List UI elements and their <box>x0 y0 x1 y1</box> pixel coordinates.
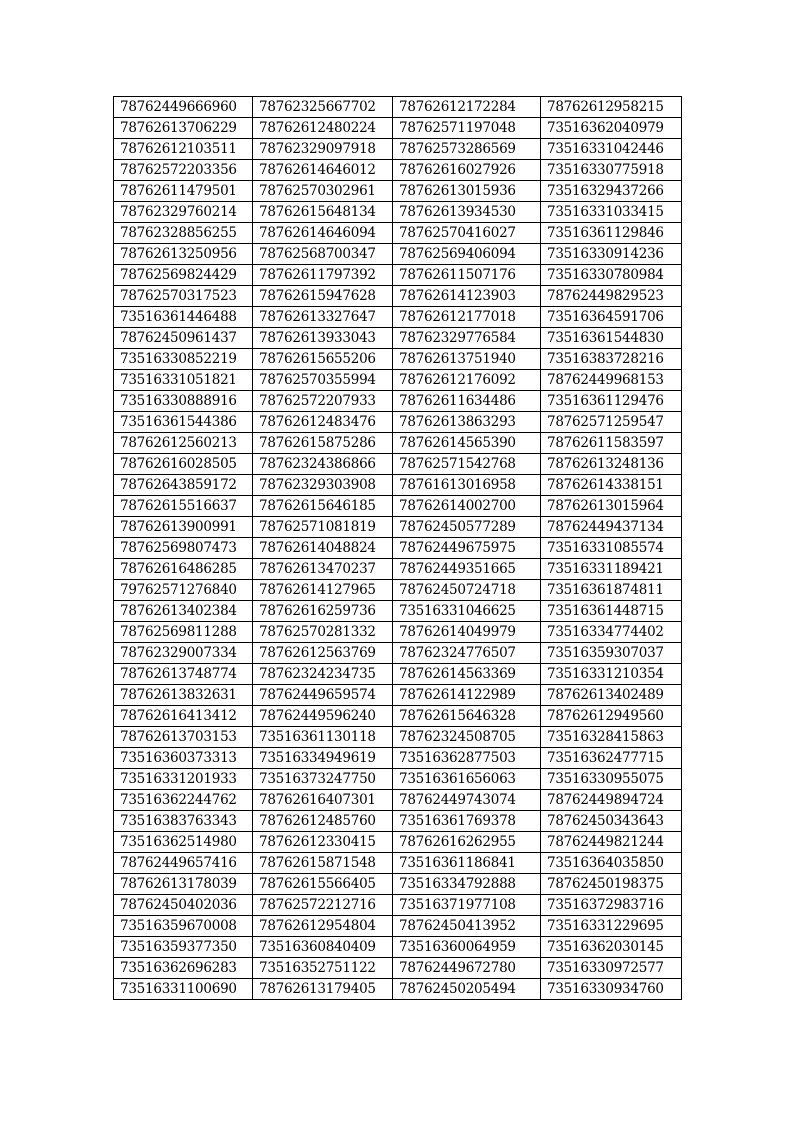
table-cell: 73516362477715 <box>541 748 682 769</box>
table-cell: 78762616413412 <box>114 706 253 727</box>
table-row <box>114 139 682 160</box>
table-cell: 78762613015936 <box>393 181 541 202</box>
table-row <box>114 181 682 202</box>
table-cell: 73516330775918 <box>541 160 682 181</box>
table-cell: 78762613015964 <box>541 496 682 517</box>
table-cell: 78762613832631 <box>114 685 253 706</box>
table-cell: 78762614565390 <box>393 433 541 454</box>
table-cell: 73516361544386 <box>114 412 253 433</box>
table-cell: 78762449829523 <box>541 286 682 307</box>
table-cell: 78762614127965 <box>253 580 393 601</box>
table-cell: 73516331100690 <box>114 979 253 1000</box>
table-cell: 78762643859172 <box>114 475 253 496</box>
table-cell: 78762450343643 <box>541 811 682 832</box>
table-cell: 73516373247750 <box>253 769 393 790</box>
table-cell: 78762612177018 <box>393 307 541 328</box>
table-cell: 73516361446488 <box>114 307 253 328</box>
table-row <box>114 349 682 370</box>
table-cell: 78762614122989 <box>393 685 541 706</box>
table-cell: 78762573286569 <box>393 139 541 160</box>
table-cell: 78762612563769 <box>253 643 393 664</box>
table-cell: 73516361874811 <box>541 580 682 601</box>
table-body <box>114 97 682 1000</box>
table-cell: 73516362877503 <box>393 748 541 769</box>
table-cell: 78762613248136 <box>541 454 682 475</box>
table-cell: 73516364591706 <box>541 307 682 328</box>
table-cell: 78762612172284 <box>393 97 541 118</box>
table-cell: 73516361129846 <box>541 223 682 244</box>
table-cell: 78762616259736 <box>253 601 393 622</box>
table-cell: 73516330888916 <box>114 391 253 412</box>
table-row <box>114 979 682 1000</box>
table-row <box>114 370 682 391</box>
table-cell: 78762613327647 <box>253 307 393 328</box>
table-cell: 78762612330415 <box>253 832 393 853</box>
table-cell: 73516331051821 <box>114 370 253 391</box>
table-row <box>114 727 682 748</box>
table-cell: 78762616486285 <box>114 559 253 580</box>
table-cell: 78762613178039 <box>114 874 253 895</box>
table-row <box>114 328 682 349</box>
table-cell: 73516383763343 <box>114 811 253 832</box>
table-cell: 78762329760214 <box>114 202 253 223</box>
table-cell: 78762572207933 <box>253 391 393 412</box>
table-cell: 78762611583597 <box>541 433 682 454</box>
table-cell: 73516331033415 <box>541 202 682 223</box>
table-cell: 78762449437134 <box>541 517 682 538</box>
table-cell: 78762612949560 <box>541 706 682 727</box>
table-row <box>114 244 682 265</box>
table-cell: 73516330780984 <box>541 265 682 286</box>
table-cell: 78762450724718 <box>393 580 541 601</box>
table-cell: 78762612485760 <box>253 811 393 832</box>
table-cell: 73516331210354 <box>541 664 682 685</box>
table-row <box>114 937 682 958</box>
table-cell: 73516359670008 <box>114 916 253 937</box>
table-cell: 78762611507176 <box>393 265 541 286</box>
table-row <box>114 748 682 769</box>
table-cell: 78762450205494 <box>393 979 541 1000</box>
table-cell: 73516330852219 <box>114 349 253 370</box>
table-cell: 78762614646012 <box>253 160 393 181</box>
table-cell: 78762449675975 <box>393 538 541 559</box>
table-row <box>114 580 682 601</box>
table-cell: 78762324386866 <box>253 454 393 475</box>
table-row <box>114 895 682 916</box>
table-cell: 73516362514980 <box>114 832 253 853</box>
table-cell: 78762614338151 <box>541 475 682 496</box>
table-cell: 73516383728216 <box>541 349 682 370</box>
table-row <box>114 517 682 538</box>
table-cell: 78762329097918 <box>253 139 393 160</box>
table-cell: 73516371977108 <box>393 895 541 916</box>
table-row <box>114 307 682 328</box>
table-cell: 73516362244762 <box>114 790 253 811</box>
table-row <box>114 601 682 622</box>
table-cell: 73516372983716 <box>541 895 682 916</box>
table-cell: 78762325667702 <box>253 97 393 118</box>
table-cell: 78762612480224 <box>253 118 393 139</box>
table-cell: 78762571197048 <box>393 118 541 139</box>
table-row <box>114 664 682 685</box>
table-cell: 78762449821244 <box>541 832 682 853</box>
table-cell: 78762611634486 <box>393 391 541 412</box>
table-cell: 78762569824429 <box>114 265 253 286</box>
table-row <box>114 538 682 559</box>
table-row <box>114 790 682 811</box>
table-row <box>114 202 682 223</box>
table-cell: 78762449743074 <box>393 790 541 811</box>
table-cell: 78762449894724 <box>541 790 682 811</box>
table-cell: 78762449666960 <box>114 97 253 118</box>
table-cell: 73516334792888 <box>393 874 541 895</box>
table-cell: 73516330955075 <box>541 769 682 790</box>
table-cell: 73516361129476 <box>541 391 682 412</box>
table-cell: 73516360373313 <box>114 748 253 769</box>
table-cell: 78762616027926 <box>393 160 541 181</box>
table-cell: 78762613402384 <box>114 601 253 622</box>
table-cell: 73516352751122 <box>253 958 393 979</box>
table-cell: 73516330972577 <box>541 958 682 979</box>
table-cell: 78762324776507 <box>393 643 541 664</box>
table-cell: 78762615871548 <box>253 853 393 874</box>
table-row <box>114 265 682 286</box>
table-cell: 73516361769378 <box>393 811 541 832</box>
table-cell: 78762570281332 <box>253 622 393 643</box>
table-cell: 78762614002700 <box>393 496 541 517</box>
table-cell: 78762570302961 <box>253 181 393 202</box>
table-cell: 78762324508705 <box>393 727 541 748</box>
number-table <box>113 96 682 1000</box>
table-row <box>114 97 682 118</box>
table-cell: 78762328856255 <box>114 223 253 244</box>
table-cell: 78762614049979 <box>393 622 541 643</box>
table-cell: 78762613933043 <box>253 328 393 349</box>
table-row <box>114 223 682 244</box>
table-cell: 73516331046625 <box>393 601 541 622</box>
table-cell: 78762613250956 <box>114 244 253 265</box>
table-cell: 78762613863293 <box>393 412 541 433</box>
table-cell: 73516364035850 <box>541 853 682 874</box>
table-cell: 78762449672780 <box>393 958 541 979</box>
table-cell: 78762613934530 <box>393 202 541 223</box>
table-row <box>114 811 682 832</box>
table-cell: 73516329437266 <box>541 181 682 202</box>
table-cell: 78762450961437 <box>114 328 253 349</box>
table-row <box>114 118 682 139</box>
table-cell: 78762449596240 <box>253 706 393 727</box>
table-cell: 78762615655206 <box>253 349 393 370</box>
table-cell: 73516334949619 <box>253 748 393 769</box>
table-cell: 78762568700347 <box>253 244 393 265</box>
table-row <box>114 160 682 181</box>
table-cell: 78762572212716 <box>253 895 393 916</box>
table-row <box>114 559 682 580</box>
table-cell: 78762450198375 <box>541 874 682 895</box>
table-cell: 73516330914236 <box>541 244 682 265</box>
table-cell: 78762611479501 <box>114 181 253 202</box>
table-cell: 78762449657416 <box>114 853 253 874</box>
table-cell: 73516361544830 <box>541 328 682 349</box>
table-cell: 78762449351665 <box>393 559 541 580</box>
table-cell: 78762613179405 <box>253 979 393 1000</box>
table-cell: 78762613751940 <box>393 349 541 370</box>
table-cell: 78762449659574 <box>253 685 393 706</box>
table-cell: 78762612483476 <box>253 412 393 433</box>
table-cell: 78762613703153 <box>114 727 253 748</box>
table-cell: 78762569811288 <box>114 622 253 643</box>
table-cell: 73516328415863 <box>541 727 682 748</box>
table-cell: 78762615875286 <box>253 433 393 454</box>
table-cell: 73516361130118 <box>253 727 393 748</box>
table-cell: 78762615648134 <box>253 202 393 223</box>
table-cell: 73516359377350 <box>114 937 253 958</box>
table-cell: 78762615646328 <box>393 706 541 727</box>
table-cell: 78762613706229 <box>114 118 253 139</box>
table-cell: 73516362696283 <box>114 958 253 979</box>
table-cell: 73516362030145 <box>541 937 682 958</box>
table-cell: 73516360840409 <box>253 937 393 958</box>
table-cell: 78762571259547 <box>541 412 682 433</box>
table-cell: 73516361448715 <box>541 601 682 622</box>
table-cell: 78762612103511 <box>114 139 253 160</box>
table-cell: 78762450413952 <box>393 916 541 937</box>
table-cell: 78762329776584 <box>393 328 541 349</box>
table-cell: 73516331085574 <box>541 538 682 559</box>
table-cell: 73516331042446 <box>541 139 682 160</box>
table-cell: 78762569406094 <box>393 244 541 265</box>
table-cell: 73516330934760 <box>541 979 682 1000</box>
table-row <box>114 433 682 454</box>
table-cell: 73516331189421 <box>541 559 682 580</box>
table-cell: 78762616028505 <box>114 454 253 475</box>
table-cell: 78762450577289 <box>393 517 541 538</box>
table-cell: 78762615947628 <box>253 286 393 307</box>
table-row <box>114 853 682 874</box>
table-cell: 78762612176092 <box>393 370 541 391</box>
table-row <box>114 475 682 496</box>
table-cell: 78762571081819 <box>253 517 393 538</box>
table-row <box>114 685 682 706</box>
table-row <box>114 832 682 853</box>
table-cell: 78762613402489 <box>541 685 682 706</box>
table-cell: 78761613016958 <box>393 475 541 496</box>
table-cell: 78762616262955 <box>393 832 541 853</box>
table-cell: 79762571276840 <box>114 580 253 601</box>
table-cell: 78762449968153 <box>541 370 682 391</box>
table-row <box>114 958 682 979</box>
table-row <box>114 454 682 475</box>
table-cell: 78762614048824 <box>253 538 393 559</box>
table-cell: 78762572203356 <box>114 160 253 181</box>
table-cell: 73516361656063 <box>393 769 541 790</box>
table-row <box>114 706 682 727</box>
table-cell: 78762324234735 <box>253 664 393 685</box>
table-row <box>114 496 682 517</box>
table-cell: 78762616407301 <box>253 790 393 811</box>
table-cell: 78762612954804 <box>253 916 393 937</box>
table-cell: 78762570416027 <box>393 223 541 244</box>
table-cell: 73516334774402 <box>541 622 682 643</box>
table-cell: 73516331229695 <box>541 916 682 937</box>
table-row <box>114 769 682 790</box>
table-row <box>114 643 682 664</box>
table-cell: 78762571542768 <box>393 454 541 475</box>
table-cell: 73516359307037 <box>541 643 682 664</box>
table-cell: 78762329007334 <box>114 643 253 664</box>
table-row <box>114 412 682 433</box>
table-cell: 78762615516637 <box>114 496 253 517</box>
table-cell: 78762614646094 <box>253 223 393 244</box>
table-row <box>114 874 682 895</box>
table-cell: 78762615566405 <box>253 874 393 895</box>
table-cell: 78762612958215 <box>541 97 682 118</box>
table-row <box>114 391 682 412</box>
table-cell: 78762569807473 <box>114 538 253 559</box>
table-cell: 73516362040979 <box>541 118 682 139</box>
table-cell: 78762570317523 <box>114 286 253 307</box>
table-cell: 78762450402036 <box>114 895 253 916</box>
table-cell: 73516360064959 <box>393 937 541 958</box>
table-cell: 73516361186841 <box>393 853 541 874</box>
table-cell: 78762570355994 <box>253 370 393 391</box>
table-cell: 78762614123903 <box>393 286 541 307</box>
table-cell: 73516331201933 <box>114 769 253 790</box>
table-row <box>114 286 682 307</box>
table-cell: 78762613470237 <box>253 559 393 580</box>
table-cell: 78762614563369 <box>393 664 541 685</box>
table-cell: 78762615646185 <box>253 496 393 517</box>
table-cell: 78762329303908 <box>253 475 393 496</box>
table-cell: 78762612560213 <box>114 433 253 454</box>
table-cell: 78762613900991 <box>114 517 253 538</box>
table-cell: 78762613748774 <box>114 664 253 685</box>
table-row <box>114 622 682 643</box>
table-cell: 78762611797392 <box>253 265 393 286</box>
table-row <box>114 916 682 937</box>
